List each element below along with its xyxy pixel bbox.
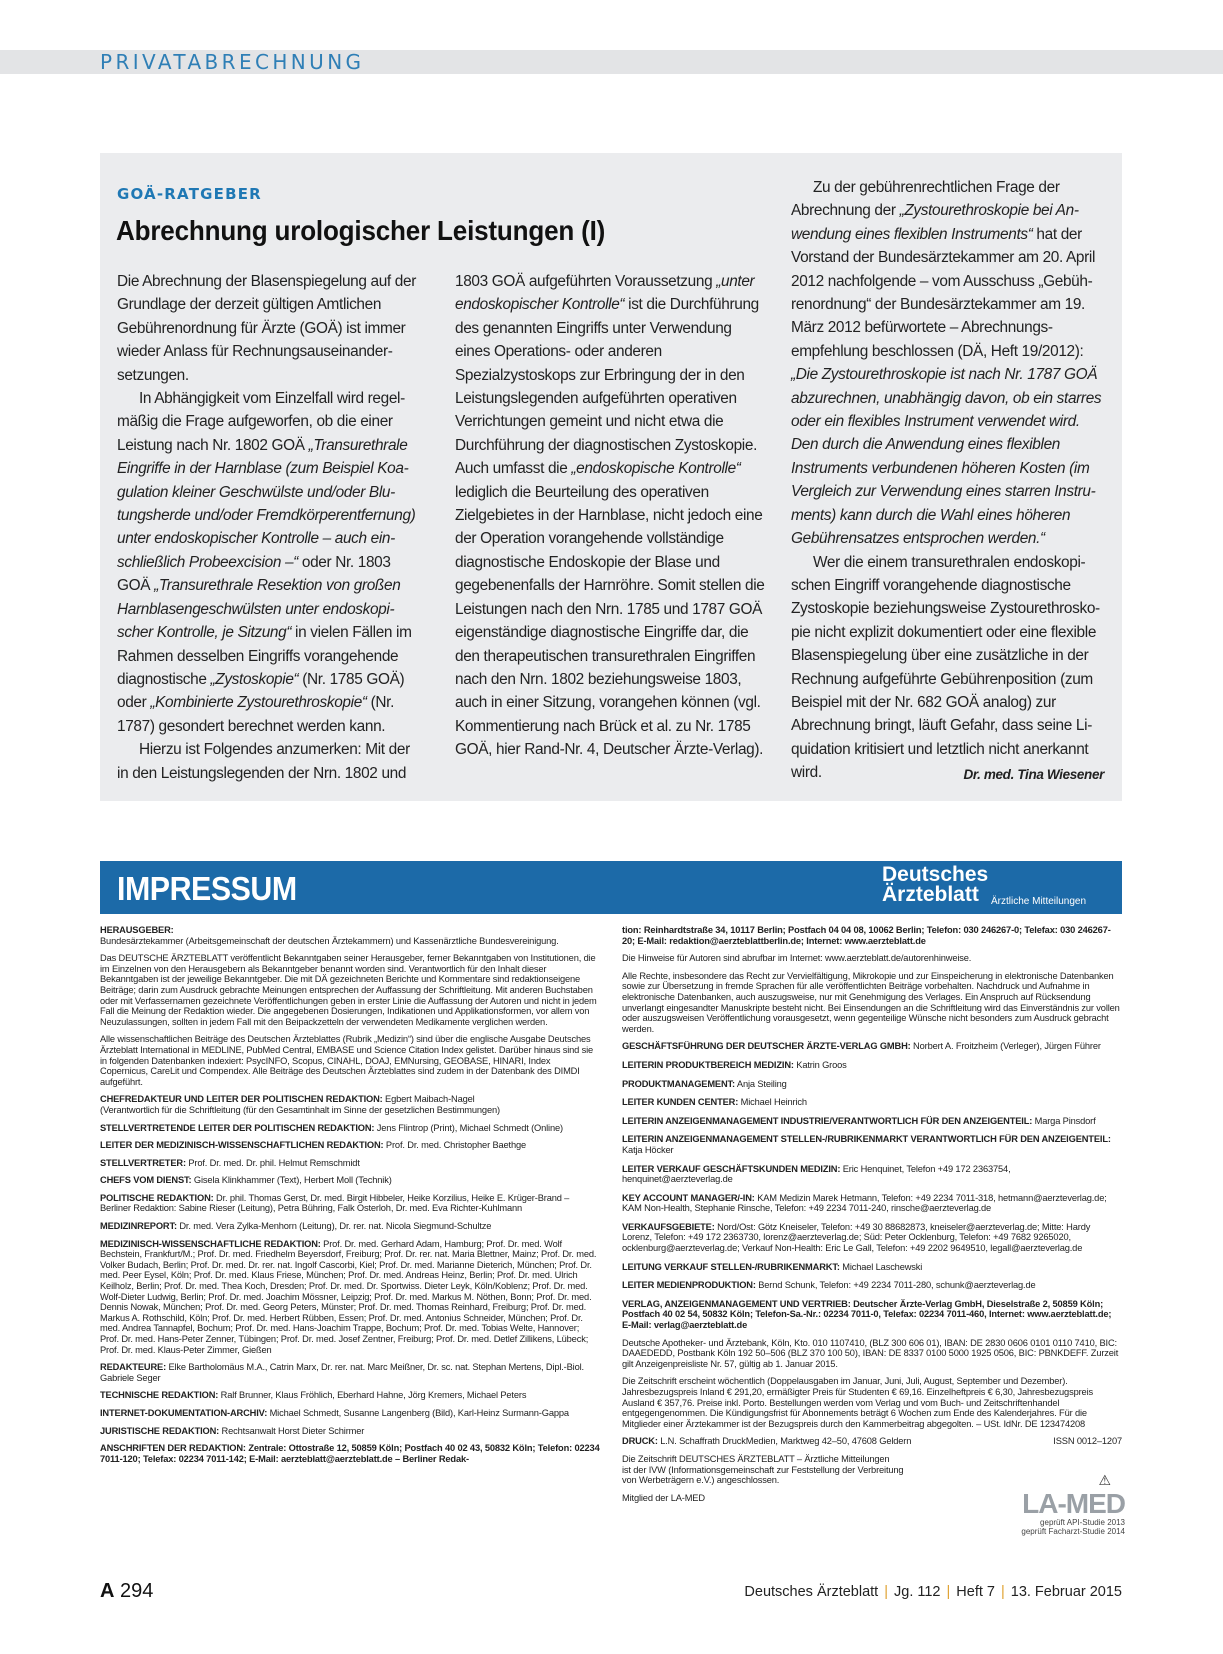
journal-name: Deutsches Ärzteblatt [744,1584,879,1600]
logo-line-1: Deutsches [882,863,989,886]
article-title: Abrechnung urologischer Leistungen (I) [116,215,606,246]
page-number-value: 294 [120,1580,154,1602]
article-author: Dr. med. Tina Wiesener [963,766,1104,782]
logo-line-2: Ärzteblatt [882,883,979,906]
la-med-badge [1015,1472,1125,1550]
la-med-logo: LA-MED [1022,1488,1125,1519]
impressum-column-left: HERAUSGEBER: Bundesärztekammer (Arbeitsgemeinschaft der deutschen Ärztekammern) und Kassenärztliche Bundesvereinigung. Das DEUTSCHE ÄRZTEBLATT veröffentlicht Bekanntgaben seiner Herausgeber, ferner Bekanntgaben von Institutionen, die im Einzelnen von den Herausgebern als Bekanntgeber benannt worden sind. Verantwortlich für den Inhalt dieser Bekanntgaben ist der jeweilige Bekanntgeber. Die mit DÄ gezeichneten Berichte und Kommentare sind redaktionseigene Beiträge; darin zum Ausdruck gebrachte Meinungen entsprechen der Auffassung der Schriftleitung. Mit anderen Buchstaben oder mit Verfassernamen gezeichnete Veröffentlichungen geben in erster Linie die Auffassung der Autoren und nicht in jedem Fall die Meinung der Redaktion wieder. Die angegebenen Dosierungen, Indikationen und Applikationsformen, vor allem von Neuzulassungen, sollten in jedem Fall mit den Beipackzetteln der verwendeten Medikamente verglichen werden. Alle wissenschaftlichen Beiträge des Deutschen Ärzteblattes (Rubrik „Medizin“) sind über die englische Ausgabe Deutsches Ärzteblatt International in MEDLINE, PubMed Central, EMBASE und Science Citation Index gelistet. Darüber hinaus sind sie in folgenden Datenbanken indexiert: PsycINFO, Scopus, CINAHL, DOAJ, EMNursing, GEOBASE, HINARI, Index Copernicus, CareLit und Compendex. Alle Beiträge des Deutschen Ärzteblattes sind zudem in der Datenbank des DIMDI aufgeführt. CHEFREDAKTEUR UND LEITER DER POLITISCHEN REDAKTION: Egbert Maibach-Nagel (Verantwortlich für die Schriftleitung (für den Gesamtinhalt im Sinne der gesetzlichen Bestimmungen) STELLVERTRETENDE LEITER DER POLITISCHEN REDAKTION: Jens Flintrop (Print), Michael Schmedt (Online) LEITER DER MEDIZINISCH-WISSENSCHAFTLICHEN REDAKTION: Prof. Dr. med. Christopher Baethge STELLVERTRETER: Prof. Dr. med. Dr. phil. Helmut Remschmidt CHEFS VOM DIENST: Gisela Klinkhammer (Text), Herbert Moll (Technik) POLITISCHE REDAKTION: Dr. phil. Thomas Gerst, Dr. med. Birgit Hibbeler, Heike Korzilius, Heike E. Krüger-Brand – Berliner Redaktion: Sabine Rieser (Leitung), Petra Bühring, Falk Osterloh, Dr. med. Eva Richter-Kuhlmann MEDIZINREPORT: Dr. med. Vera Zylka-Menhorn (Leitung), Dr. rer. nat. Nicola Siegmund-Schultze MEDIZINISCH-WISSENSCHAFTLICHE REDAKTION: Prof. Dr. med. Gerhard Adam, Hamburg; Prof. Dr. med. Wolf Bechstein, Frankfurt/M.; Prof. Dr. med. Friedhelm Beyersdorf, Freiburg; Prof. Dr. rer. nat. Maria Blettner, Mainz; Prof. Dr. med. Volker Budach, Berlin; Prof. Dr. med. Dr. rer. nat. Ingolf Cascorbi, Kiel; Prof. Dr. med. Marianne Dieterich, München; Prof. Dr. med. Peer Eysel, Köln; Prof. Dr. med. Klaus Friese, München; Prof. Dr. med. Andreas Heinz, Berlin; Prof. Dr. med. Ulrich Keilholz, Berlin; Prof. Dr. med. Thea Koch, Dresden; Prof. Dr. med. Dr. Sportwiss. Dieter Leyk, Köln/Koblenz; Prof. Dr. med. Wolf-Dieter Ludwig, Berlin; Prof. Dr. med. Joachim Mössner, Leipzig; Prof. Dr. med. Markus M. Nöthen, Bonn; Prof. Dr. med. Dennis Nowak, München; Prof. Dr. med. Georg Peters, Münster; Prof. Dr. med. Thomas Reinhard, Freiburg; Prof. Dr. med. Markus A. Rothschild, Köln; Prof. Dr. med. Herbert Rübben, Essen; Prof. Dr. med. Antonius Schneider, München; Prof. Dr. med. Andrea Tannapfel, Bochum; Prof. Dr. med. Hans-Joachim Trappe, Bochum; Prof. Dr. med. Tobias Welte, Hannover; Prof. Dr. med. Hans-Peter Zenner, Tübingen; Prof. Dr. med. Josef Zentner, Freiburg; Prof. Dr. med. Detlef Zillikens, Lübeck; Prof. Dr. med. Klaus-Peter Zimmer, Gießen REDAKTEURE: Elke Bartholomäus M.A., Catrin Marx, Dr. rer. nat. Marc Meißner, Dr. sc. nat. Stephan Mertens, Dipl.-Biol. Gabriele Seger TECHNISCHE REDAKTION: Ralf Brunner, Klaus Fröhlich, Eberhard Hahne, Jörg Kremers, Michael Peters INTERNET-DOKUMENTATION-ARCHIV: Michael Schmedt, Susanne Langenberg (Bild), Karl-Heinz Surmann-Gappa JURISTISCHE REDAKTION: Rechtsanwalt Horst Dieter Schirmer ANSCHRIFTEN DER REDAKTION: Zentrale: Ottostraße 12, 50859 Köln; Postfach 40 02 43, 50832 Köln; Telefon: 02234 7011-120; Telefax: 02234 7011-142; E-Mail: aerzteblatt@aerzteblatt.de – Berliner Redak- [100,925,600,1464]
journal-reference: Deutsches Ärzteblatt | Jg. 112 | Heft 7 | 13. Februar 2015 [744,1584,1122,1600]
journal-issue: Heft 7 [956,1584,995,1600]
impressum-column-right: tion: Reinhardtstraße 34, 10117 Berlin; Postfach 04 04 08, 10062 Berlin; Telefon: 030 246267-0; Telefax: 030 246267-20; E-Mail: redaktion@aerzteblattberlin.de; Internet: www.aerzteblatt.de Die Hinweise für Autoren sind abrufbar im Internet: www.aerzteblatt.de/autorenhinweise. Alle Rechte, insbesondere das Recht zur Vervielfältigung, Mikrokopie und zur Einspeicherung in elektronische Datenbanken sowie zur Übersetzung in fremde Sprachen für alle veröffentlichten Beiträge vorbehalten. Nachdruck und Aufnahme in elektronische Datenbanken, auch auszugsweise, nur mit Genehmigung des Verlages. Ein Anspruch auf Rücksendung unverlangt eingesandter Manuskripte besteht nicht. Bei Einsendungen an die Schriftleitung wird das Einverständnis zur vollen oder auszugsweisen Veröffentlichung vorausgesetzt, wenn gegenteilige Wünsche nicht besonders zum Ausdruck gebracht werden. GESCHÄFTSFÜHRUNG DER DEUTSCHER ÄRZTE-VERLAG GMBH: Norbert A. Froitzheim (Verleger), Jürgen Führer LEITERIN PRODUKTBEREICH MEDIZIN: Katrin Groos PRODUKTMANAGEMENT: Anja Steiling LEITER KUNDEN CENTER: Michael Heinrich LEITERIN ANZEIGENMANAGEMENT INDUSTRIE/VERANTWORTLICH FÜR DEN ANZEIGENTEIL: Marga Pinsdorf LEITERIN ANZEIGENMANAGEMENT STELLEN-/RUBRIKENMARKT VERANTWORTLICH FÜR DEN ANZEIGENTEIL: Katja Höcker LEITER VERKAUF GESCHÄFTSKUNDEN MEDIZIN: Eric Henquinet, Telefon +49 172 2363754, henquinet@aerzteverlag.de KEY ACCOUNT MANAGER/-IN: KAM Medizin Marek Hetmann, Telefon: +49 2234 7011-318, hetmann@aerzteverlag.de; KAM Non-Health, Stephanie Rinsche, Telefon: +49 2234 7011-240, rinsche@aerzteverlag.de VERKAUFSGEBIETE: Nord/Ost: Götz Kneiseler, Telefon: +49 30 88682873, kneiseler@aerzteverlag.de; Mitte: Hardy Lorenz, Telefon: +49 172 2363730, lorenz@aerzteverlag.de; Süd: Peter Ocklenburg, Telefon: +49 7682 9265020, ocklenburg@aerzteverlag.de; Verkauf Non-Health: Eric Le Gall, Telefon: +49 2202 9649510, legall@aerzteverlag.de LEITUNG VERKAUF STELLEN-/RUBRIKENMARKT: Michael Laschewski LEITER MEDIENPRODUKTION: Bernd Schunk, Telefon: +49 2234 7011-280, schunk@aerzteverlag.de VERLAG, ANZEIGENMANAGEMENT UND VERTRIEB: Deutscher Ärzte-Verlag GmbH, Dieselstraße 2, 50859 Köln; Postfach 40 02 54, 50832 Köln; Telefon-Sa.-Nr.: 02234 7011-0, Telefax: 02234 7011-460, Internet: www.aerzteblatt.de; E-Mail: verlag@aerzteblatt.de Deutsche Apotheker- und Ärztebank, Köln, Kto. 010 1107410, (BLZ 300 606 01), IBAN: DE 2830 0606 0101 0110 7410, BIC: DAAEDEDD, Postbank Köln 192 50–506 (BLZ 370 100 50), IBAN: DE 8337 0100 5000 1925 0506, BIC: PBNKDEFF. Zurzeit gilt Anzeigenpreisliste Nr. 57, gültig ab 1. Januar 2015. Die Zeitschrift erscheint wöchentlich (Doppelausgaben im Januar, Juni, Juli, August, September und Dezember). Jahresbezugspreis Inland € 291,20, ermäßigter Preis für Studenten € 69,16. Einzelheftpreis € 6,30, Jahresbezugspreis Ausland € 357,76. Preise inkl. Porto. Bestellungen werden vom Verlag und vom Buch- und Zeitschriftenhandel entgegengenommen. Die Kündigungsfrist für Abonnements beträgt 6 Wochen zum Ende des Kalenderjahres. Für die Mitglieder einer Ärztekammer ist der Bezugspreis durch den Kammerbeitrag abgegolten. – USt. IdNr. DE 123474208 DRUCK: L.N. Schaffrath DruckMedien, Marktweg 42–50, 47608 Geldern ISSN 0012–1207 Die Zeitschrift DEUTSCHES ÄRZTEBLATT – Ärztliche Mitteilungen ist der IVW (Informationsgemeinschaft zur Feststellung der Verbreitung von Werbeträgern e.V.) angeschlossen. Mitglied der LA-MED [622,925,1122,1503]
section-title: PRIVATABRECHNUNG [100,50,365,74]
page-prefix: A [100,1580,115,1602]
impressum-title: IMPRESSUM [117,870,297,907]
ratgeber-kicker: GOÄ-RATGEBER [117,185,262,203]
la-med-note-2: geprüft Facharzt-Studie 2014 [1021,1527,1125,1536]
journal-date: 13. Februar 2015 [1010,1584,1122,1600]
deutsches-aerzteblatt-logo [882,864,1122,910]
journal-volume: Jg. 112 [894,1584,941,1600]
article-column-2: 1803 GOÄ aufgeführten Voraussetzung „unter endoskopischer Kontrolle“ ist die Durchführung des genannten Eingriffs unter Verwendung eines Operations- oder anderen Spezialzystoskops zur Erbringung der in den Leistungslegenden aufgeführten operativen Verrichtungen gemeint und nicht etwa die Durchführung der diagnostischen Zystoskopie. Auch umfasst die „endoskopische Kontrolle“ lediglich die Beurteilung des operativen Zielgebietes in der Harnblase, nicht jedoch eine der Operation vorangehende vollständige diagnostische Endoskopie der Blase und gegebenenfalls der Harnröhre. Somit stellen die Leistungen nach den Nrn. 1785 und 1787 GOÄ eigenständige diagnostische Eingriffe dar, die den therapeutischen transurethralen Eingriffen nach den Nrn. 1802 beziehungsweise 1803, auch in einer Sitzung, vorangehen können (vgl. Kommentierung nach Brück et al. zu Nr. 1785 GOÄ, hier Rand-Nr. 4, Deutscher Ärzte-Verlag). [455,273,765,759]
issn: ISSN 0012–1207 [1053,1436,1122,1447]
logo-subtitle: Ärztliche Mitteilungen [991,896,1087,907]
ivw-icon: ⚠ [1098,1472,1111,1488]
page-number [100,1580,153,1603]
la-med-note-1: geprüft API-Studie 2013 [1040,1518,1125,1527]
article-column-1: Die Abrechnung der Blasenspiegelung auf der Grundlage der derzeit gültigen Amtlichen Gebührenordnung für Ärzte (GOÄ) ist immer wieder Anlass für Rechnungsauseinandersetzungen. In Abhängigkeit vom Einzelfall wird regelmäßig die Frage aufgeworfen, ob die einer Leistung nach Nr. 1802 GOÄ „Transurethrale Eingriffe in der Harnblase (zum Beispiel Koagulation kleiner Geschwülste und/oder Blutungsherde und/oder Fremdkörperentfernung) unter endoskopischer Kontrolle – auch einschließlich Probeexcision –“ oder Nr. 1803 GOÄ „Transurethrale Resektion von großen Harnblasengeschwülsten unter endoskopischer Kontrolle, je Sitzung“ in vielen Fällen im Rahmen desselben Eingriffs vorangehende diagnostische „Zystoskopie“ (Nr. 1785 GOÄ) oder „Kombinierte Zystourethroskopie“ (Nr. 1787) gesondert berechnet werden kann. Hierzu ist Folgendes anzumerken: Mit der in den Leistungslegenden der Nrn. 1802 und [117,273,416,782]
article-column-3: Zu der gebührenrechtlichen Frage der Abrechnung der „Zystourethroskopie bei Anwendung eines flexiblen Instruments“ hat der Vorstand der Bundesärztekammer am 20. April 2012 nachfolgende – vom Ausschuss „Gebührenordnung“ der Bundesärztekammer am 19. März 2012 befürwortete – Abrechnungsempfehlung beschlossen (DÄ, Heft 19/2012): „Die Zystourethroskopie ist nach Nr. 1787 GOÄ abzurechnen, unabhängig davon, ob ein starres oder ein flexibles Instrument verwendet wird. Den durch die Anwendung eines flexiblen Instruments verbundenen höheren Kosten (im Vergleich zur Verwendung eines starren Instruments) kann durch die Wahl eines höheren Gebührensatzes entsprochen werden.“ Wer die einem transurethralen endoskopischen Eingriff vorangehende diagnostische Zystoskopie beziehungsweise Zystourethroskopie nicht explizit dokumentiert oder eine flexible Blasenspiegelung über eine zusätzliche in der Rechnung aufgeführte Gebührenposition (zum Beispiel mit der Nr. 682 GOÄ analog) zur Abrechnung bringt, läuft Gefahr, dass seine Liquidation kritisiert und letztlich nicht anerkannt wird. Dr. med. Tina Wiesener [791,176,1104,786]
